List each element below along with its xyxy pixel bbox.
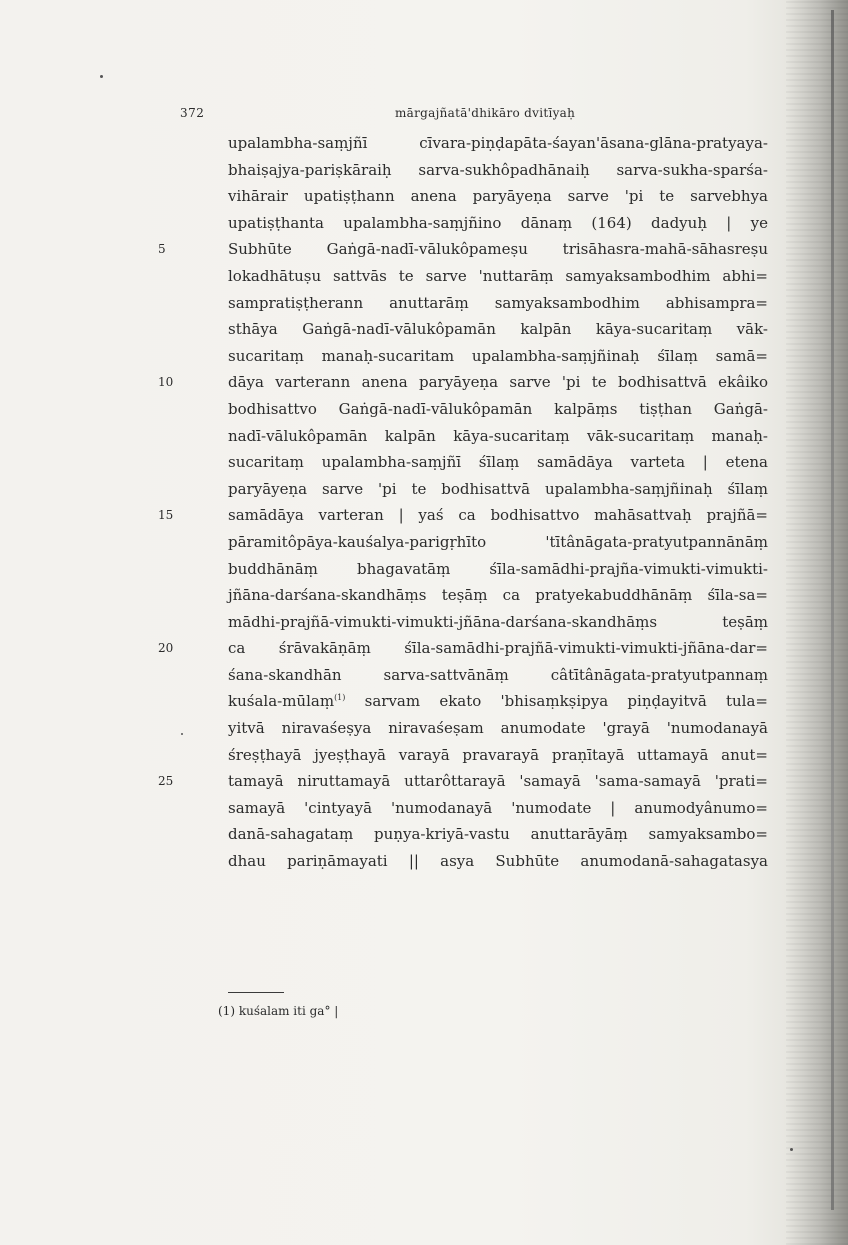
text-line xyxy=(228,795,768,822)
page-edge-shadow xyxy=(786,0,848,1245)
text-line xyxy=(228,848,768,875)
line-text: dāya varterann anena paryāyeṇa sarve 'pi te bodhisattvā ekâiko xyxy=(228,373,768,392)
line-text: dhau pariṇāmayati || asya Subhūte anumodanā-sahagatasya xyxy=(228,852,768,871)
ink-speck xyxy=(790,1148,793,1151)
line-text: nadī-vālukôpamān kalpān kāya-sucaritaṃ vāk-sucaritaṃ manaḥ- xyxy=(228,426,768,445)
ink-speck xyxy=(100,75,103,78)
text-line xyxy=(228,742,768,769)
text-line xyxy=(228,715,768,742)
line-number: 25 xyxy=(158,774,174,789)
text-line xyxy=(228,662,768,689)
text-line xyxy=(228,157,768,184)
text-line xyxy=(228,130,768,157)
main-text xyxy=(158,130,768,875)
line-text: danā-sahagataṃ puṇya-kriyā-vastu anuttarāyāṃ samyaksambo= xyxy=(228,825,768,844)
line-text: upalambha-saṃjñī cīvara-piṇḍapāta-śayan'āsana-glāna-pratyaya- xyxy=(228,134,768,152)
line-text: buddhānāṃ bhagavatāṃ śīla-samādhi-prajña-vimukti-vimukti- xyxy=(228,559,768,578)
text-line xyxy=(228,688,768,715)
line-text: ca śrāvakāṇāṃ śīla-samādhi-prajñā-vimukti-vimukti-jñāna-dar= xyxy=(228,639,768,658)
text-line xyxy=(228,210,768,237)
line-text: paryāyeṇa sarve 'pi te bodhisattvā upalambha-saṃjñinaḥ śīlaṃ xyxy=(228,479,768,498)
text-line xyxy=(228,263,768,290)
text-line xyxy=(228,316,768,343)
line-number: 20 xyxy=(158,641,174,656)
line-text: tamayā niruttamayā uttarôttarayā 'samayā 'sama-samayā 'prati= xyxy=(228,772,768,791)
text-line xyxy=(228,423,768,450)
text-line xyxy=(228,396,768,423)
running-title: mārgajñatā'dhikāro dvitīyaḥ xyxy=(395,106,576,120)
text-line xyxy=(228,449,768,476)
page-number: 372 xyxy=(180,106,205,120)
line-text: kuśala-mūlaṃ xyxy=(228,692,335,711)
text-line xyxy=(158,369,768,396)
line-text: lokadhātuṣu sattvās te sarve 'nuttarāṃ samyaksambodhim abhi= xyxy=(228,266,768,285)
line-text: yitvā niravaśeṣya niravaśeṣam anumodate 'grayā 'numodanayā xyxy=(228,719,768,738)
line-text: samādāya varteran | yaś ca bodhisattvo mahāsattvaḥ prajñā= xyxy=(228,506,768,525)
text-line xyxy=(228,582,768,609)
text-line xyxy=(228,476,768,503)
binding-edge xyxy=(831,10,834,1210)
footnote: (1) kuśalam iti ga° | xyxy=(218,1004,339,1018)
line-text: sucaritaṃ upalambha-saṃjñī śīlaṃ samādāya varteta | etena xyxy=(228,453,768,472)
text-line xyxy=(158,635,768,662)
line-text: sthāya Gaṅgā-nadī-vālukôpamān kalpān kāya-sucaritaṃ vāk- xyxy=(228,320,768,339)
text-line xyxy=(158,768,768,795)
line-text: sampratiṣṭherann anuttarāṃ samyaksambodhim abhisampra= xyxy=(228,293,768,312)
text-line xyxy=(228,609,768,636)
text-line xyxy=(228,529,768,556)
line-text: Subhūte Gaṅgā-nadī-vālukôpameṣu trisāhasra-mahā-sāhasreṣu xyxy=(228,240,768,259)
line-number: 10 xyxy=(158,375,174,390)
line-number: 15 xyxy=(158,508,174,523)
text-line xyxy=(228,343,768,370)
ink-speck xyxy=(181,733,183,735)
line-text: upatiṣṭhanta upalambha-saṃjñino dānaṃ (164) dadyuḥ | ye xyxy=(228,213,768,232)
line-text: jñāna-darśana-skandhāṃs teṣāṃ ca pratyekabuddhānāṃ śīla-sa= xyxy=(228,586,768,605)
line-text: pāramitôpāya-kauśalya-parigṛhīto 'tītânāgata-pratyutpannānāṃ xyxy=(228,532,768,551)
text-line xyxy=(228,183,768,210)
footnote-marker: (1) xyxy=(334,693,346,703)
text-line xyxy=(228,821,768,848)
line-text: bhaiṣajya-pariṣkāraiḥ sarva-sukhôpadhānaiḥ sarva-sukha-sparśa- xyxy=(228,160,768,179)
line-text: samayā 'cintyayā 'numodanayā 'numodate | anumodyânumo= xyxy=(228,798,768,817)
line-text: mādhi-prajñā-vimukti-vimukti-jñāna-darśana-skandhāṃs teṣāṃ xyxy=(228,612,768,631)
line-text: śana-skandhān sarva-sattvānāṃ câtītânāgata-pratyutpannaṃ xyxy=(228,665,768,684)
line-text: śreṣṭhayā jyeṣṭhayā varayā pravarayā praṇītayā uttamayā anut= xyxy=(228,745,768,764)
line-number: 5 xyxy=(158,242,166,257)
line-text: sarvam ekato 'bhisaṃkṣipya piṇḍayitvā tula= xyxy=(345,692,768,711)
line-text: sucaritaṃ manaḥ-sucaritam upalambha-saṃjñinaḥ śīlaṃ samā= xyxy=(228,346,768,365)
text-line xyxy=(228,290,768,317)
text-line xyxy=(158,502,768,529)
text-line xyxy=(158,236,768,263)
footnote-divider xyxy=(228,992,284,993)
line-text: vihārair upatiṣṭhann anena paryāyeṇa sarve 'pi te sarvebhya xyxy=(228,187,768,206)
line-text: bodhisattvo Gaṅgā-nadī-vālukôpamān kalpāṃs tiṣṭhan Gaṅgā- xyxy=(228,399,768,418)
text-line xyxy=(228,556,768,583)
